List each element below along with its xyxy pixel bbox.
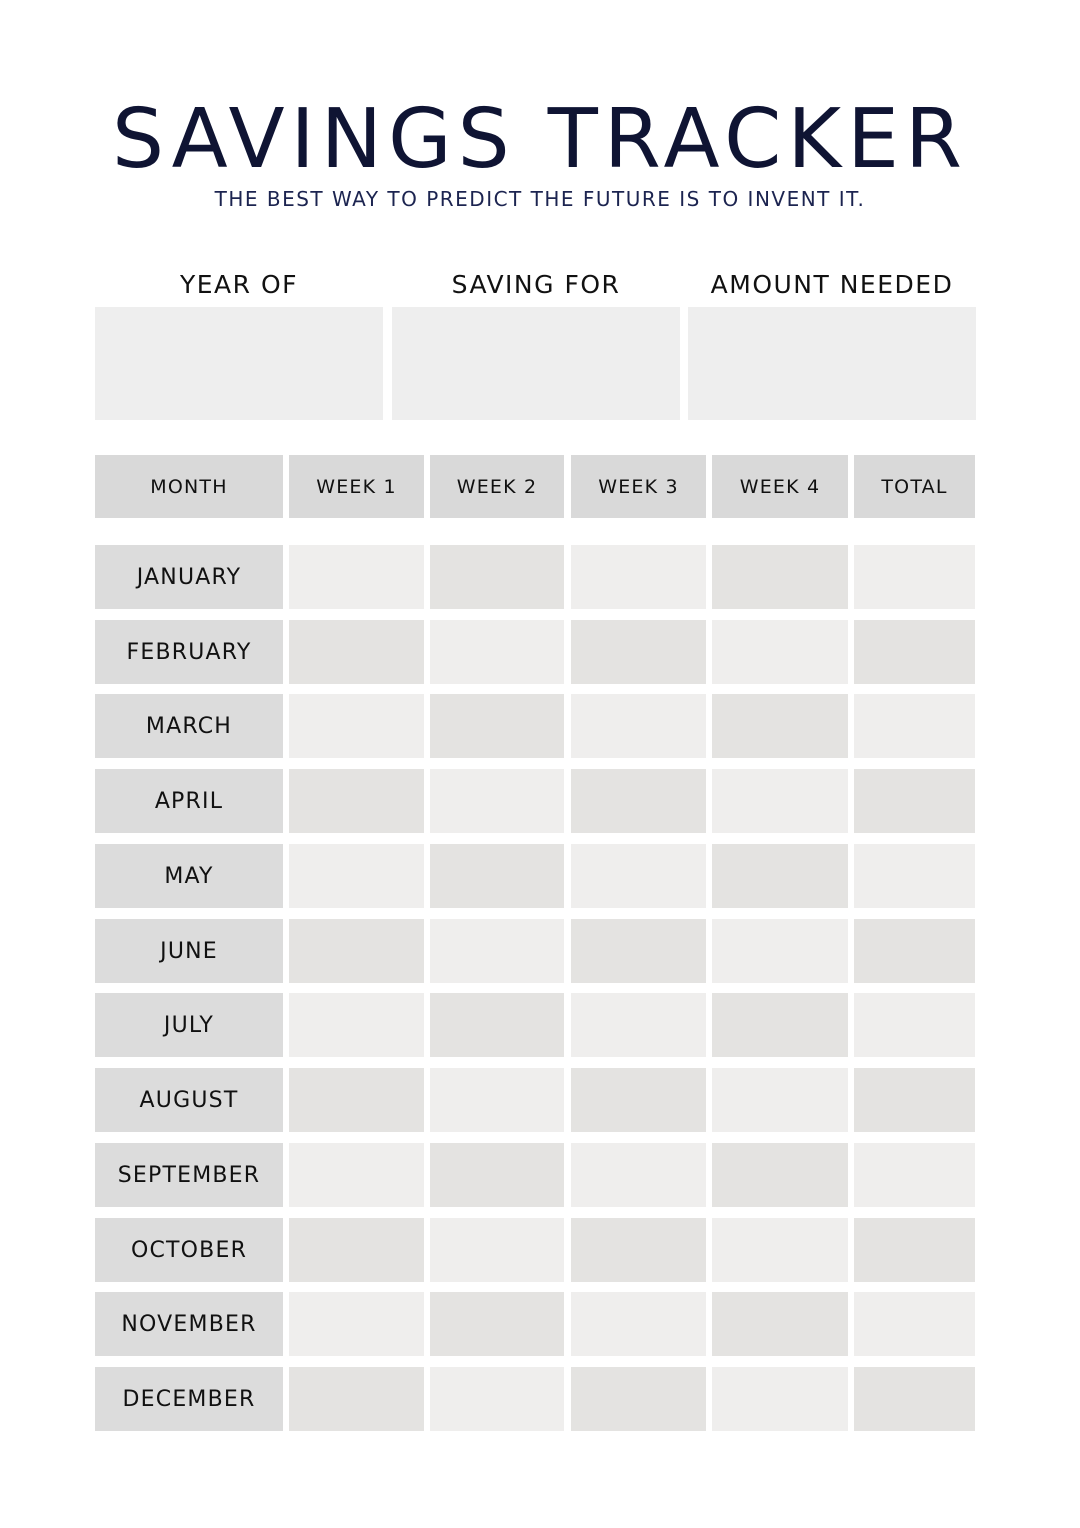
april-week-4-cell[interactable]: [712, 769, 848, 833]
may-week-3-cell[interactable]: [571, 844, 706, 908]
month-label-may: MAY: [95, 844, 283, 908]
july-week-2-cell[interactable]: [430, 993, 564, 1057]
month-label-february: FEBRUARY: [95, 620, 283, 684]
february-total-cell[interactable]: [854, 620, 975, 684]
july-week-1-cell[interactable]: [289, 993, 424, 1057]
august-week-2-cell[interactable]: [430, 1068, 564, 1132]
march-week-1-cell[interactable]: [289, 694, 424, 758]
may-total-cell[interactable]: [854, 844, 975, 908]
month-label-april: APRIL: [95, 769, 283, 833]
april-week-1-cell[interactable]: [289, 769, 424, 833]
december-week-4-cell[interactable]: [712, 1367, 848, 1431]
october-week-2-cell[interactable]: [430, 1218, 564, 1282]
june-total-cell[interactable]: [854, 919, 975, 983]
month-label-september: SEPTEMBER: [95, 1143, 283, 1207]
june-week-4-cell[interactable]: [712, 919, 848, 983]
august-week-1-cell[interactable]: [289, 1068, 424, 1132]
july-total-cell[interactable]: [854, 993, 975, 1057]
february-week-1-cell[interactable]: [289, 620, 424, 684]
june-week-1-cell[interactable]: [289, 919, 424, 983]
saving-for-label: SAVING FOR: [451, 270, 621, 299]
august-total-cell[interactable]: [854, 1068, 975, 1132]
header-total: TOTAL: [854, 455, 975, 518]
january-week-2-cell[interactable]: [430, 545, 564, 609]
september-week-2-cell[interactable]: [430, 1143, 564, 1207]
april-week-2-cell[interactable]: [430, 769, 564, 833]
month-label-november: NOVEMBER: [95, 1292, 283, 1356]
month-label-december: DECEMBER: [95, 1367, 283, 1431]
header-week-3: WEEK 3: [571, 455, 706, 518]
amount-needed-label: AMOUNT NEEDED: [710, 270, 954, 299]
month-label-march: MARCH: [95, 694, 283, 758]
january-week-1-cell[interactable]: [289, 545, 424, 609]
february-week-2-cell[interactable]: [430, 620, 564, 684]
month-label-october: OCTOBER: [95, 1218, 283, 1282]
june-week-2-cell[interactable]: [430, 919, 564, 983]
november-total-cell[interactable]: [854, 1292, 975, 1356]
december-week-2-cell[interactable]: [430, 1367, 564, 1431]
november-week-4-cell[interactable]: [712, 1292, 848, 1356]
amount-needed-field[interactable]: [688, 307, 976, 420]
header-week-2: WEEK 2: [430, 455, 564, 518]
year-of-field[interactable]: [95, 307, 383, 420]
april-total-cell[interactable]: [854, 769, 975, 833]
march-week-4-cell[interactable]: [712, 694, 848, 758]
august-week-4-cell[interactable]: [712, 1068, 848, 1132]
page-title: SAVINGS TRACKER: [112, 92, 968, 187]
june-week-3-cell[interactable]: [571, 919, 706, 983]
november-week-2-cell[interactable]: [430, 1292, 564, 1356]
july-week-4-cell[interactable]: [712, 993, 848, 1057]
september-week-4-cell[interactable]: [712, 1143, 848, 1207]
april-week-3-cell[interactable]: [571, 769, 706, 833]
november-week-1-cell[interactable]: [289, 1292, 424, 1356]
september-total-cell[interactable]: [854, 1143, 975, 1207]
december-week-1-cell[interactable]: [289, 1367, 424, 1431]
january-week-4-cell[interactable]: [712, 545, 848, 609]
march-week-3-cell[interactable]: [571, 694, 706, 758]
january-week-3-cell[interactable]: [571, 545, 706, 609]
february-week-3-cell[interactable]: [571, 620, 706, 684]
september-week-3-cell[interactable]: [571, 1143, 706, 1207]
header-week-4: WEEK 4: [712, 455, 848, 518]
march-total-cell[interactable]: [854, 694, 975, 758]
august-week-3-cell[interactable]: [571, 1068, 706, 1132]
december-week-3-cell[interactable]: [571, 1367, 706, 1431]
september-week-1-cell[interactable]: [289, 1143, 424, 1207]
month-label-august: AUGUST: [95, 1068, 283, 1132]
october-week-4-cell[interactable]: [712, 1218, 848, 1282]
december-total-cell[interactable]: [854, 1367, 975, 1431]
february-week-4-cell[interactable]: [712, 620, 848, 684]
header-week-1: WEEK 1: [289, 455, 424, 518]
month-label-july: JULY: [95, 993, 283, 1057]
october-week-1-cell[interactable]: [289, 1218, 424, 1282]
may-week-1-cell[interactable]: [289, 844, 424, 908]
july-week-3-cell[interactable]: [571, 993, 706, 1057]
saving-for-field[interactable]: [392, 307, 680, 420]
month-label-january: JANUARY: [95, 545, 283, 609]
header-month: MONTH: [95, 455, 283, 518]
october-total-cell[interactable]: [854, 1218, 975, 1282]
month-label-june: JUNE: [95, 919, 283, 983]
page-subtitle: THE BEST WAY TO PREDICT THE FUTURE IS TO INVENT IT.: [214, 187, 866, 211]
year-of-label: YEAR OF: [179, 270, 299, 299]
october-week-3-cell[interactable]: [571, 1218, 706, 1282]
may-week-4-cell[interactable]: [712, 844, 848, 908]
may-week-2-cell[interactable]: [430, 844, 564, 908]
november-week-3-cell[interactable]: [571, 1292, 706, 1356]
january-total-cell[interactable]: [854, 545, 975, 609]
march-week-2-cell[interactable]: [430, 694, 564, 758]
